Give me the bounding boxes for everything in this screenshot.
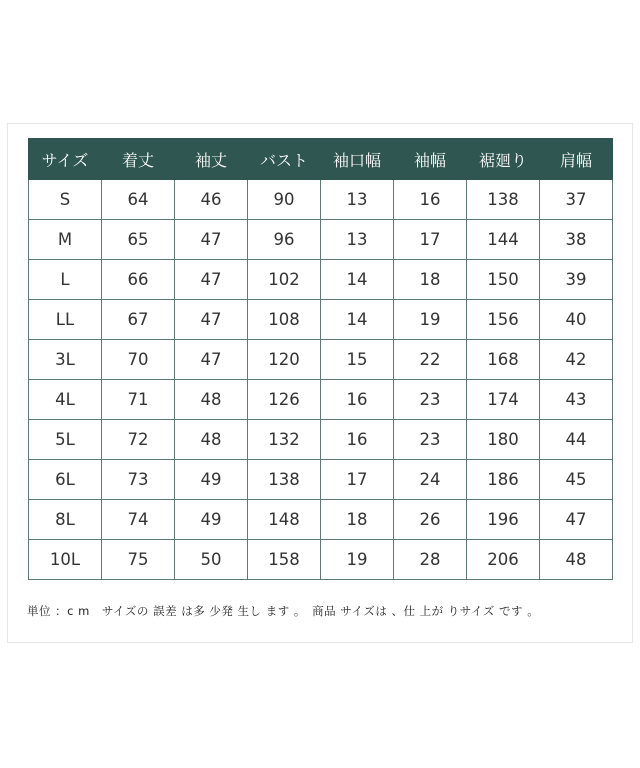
table-cell: 23 xyxy=(394,380,467,420)
table-cell: 15 xyxy=(321,340,394,380)
table-cell: 138 xyxy=(248,460,321,500)
table-row xyxy=(29,260,613,300)
table-cell: 49 xyxy=(175,460,248,500)
table-cell: 148 xyxy=(248,500,321,540)
table-row xyxy=(29,180,613,220)
table-row xyxy=(29,380,613,420)
table-row xyxy=(29,300,613,340)
table-cell: 46 xyxy=(175,180,248,220)
table-cell: 45 xyxy=(540,460,613,500)
table-cell: 64 xyxy=(102,180,175,220)
table-row xyxy=(29,340,613,380)
header-sleeve-length: 袖丈 xyxy=(175,139,248,180)
table-cell: 44 xyxy=(540,420,613,460)
size-label-cell: M xyxy=(29,220,102,260)
table-cell: 73 xyxy=(102,460,175,500)
table-row xyxy=(29,500,613,540)
table-cell: 48 xyxy=(540,540,613,580)
table-cell: 174 xyxy=(467,380,540,420)
table-cell: 24 xyxy=(394,460,467,500)
header-sleeve-width: 袖幅 xyxy=(394,139,467,180)
table-cell: 132 xyxy=(248,420,321,460)
table-cell: 47 xyxy=(540,500,613,540)
table-cell: 14 xyxy=(321,300,394,340)
table-cell: 120 xyxy=(248,340,321,380)
table-row xyxy=(29,540,613,580)
table-cell: 48 xyxy=(175,420,248,460)
table-cell: 66 xyxy=(102,260,175,300)
table-cell: 47 xyxy=(175,340,248,380)
table-cell: 96 xyxy=(248,220,321,260)
table-cell: 37 xyxy=(540,180,613,220)
table-cell: 28 xyxy=(394,540,467,580)
table-cell: 71 xyxy=(102,380,175,420)
table-cell: 126 xyxy=(248,380,321,420)
table-cell: 47 xyxy=(175,220,248,260)
table-cell: 19 xyxy=(394,300,467,340)
size-label-cell: 6L xyxy=(29,460,102,500)
table-cell: 158 xyxy=(248,540,321,580)
table-cell: 17 xyxy=(321,460,394,500)
table-cell: 108 xyxy=(248,300,321,340)
table-cell: 47 xyxy=(175,300,248,340)
header-length: 着丈 xyxy=(102,139,175,180)
table-cell: 19 xyxy=(321,540,394,580)
header-hem: 裾廻り xyxy=(467,139,540,180)
size-label-cell: 4L xyxy=(29,380,102,420)
table-cell: 17 xyxy=(394,220,467,260)
size-label-cell: L xyxy=(29,260,102,300)
table-cell: 90 xyxy=(248,180,321,220)
table-cell: 72 xyxy=(102,420,175,460)
size-table-body xyxy=(29,180,613,580)
header-size: サイズ xyxy=(29,139,102,180)
size-label-cell: S xyxy=(29,180,102,220)
header-cuff-width: 袖口幅 xyxy=(321,139,394,180)
table-cell: 180 xyxy=(467,420,540,460)
table-cell: 206 xyxy=(467,540,540,580)
table-cell: 18 xyxy=(321,500,394,540)
table-cell: 49 xyxy=(175,500,248,540)
table-row xyxy=(29,220,613,260)
table-cell: 40 xyxy=(540,300,613,340)
table-cell: 16 xyxy=(321,420,394,460)
table-cell: 39 xyxy=(540,260,613,300)
size-label-cell: LL xyxy=(29,300,102,340)
header-row xyxy=(29,139,613,180)
table-cell: 18 xyxy=(394,260,467,300)
size-table xyxy=(28,138,613,580)
table-cell: 168 xyxy=(467,340,540,380)
table-cell: 67 xyxy=(102,300,175,340)
table-cell: 74 xyxy=(102,500,175,540)
table-cell: 156 xyxy=(467,300,540,340)
table-cell: 48 xyxy=(175,380,248,420)
table-cell: 23 xyxy=(394,420,467,460)
size-label-cell: 3L xyxy=(29,340,102,380)
table-cell: 47 xyxy=(175,260,248,300)
header-bust: バスト xyxy=(248,139,321,180)
table-cell: 16 xyxy=(394,180,467,220)
table-row xyxy=(29,460,613,500)
table-cell: 13 xyxy=(321,180,394,220)
header-shoulder: 肩幅 xyxy=(540,139,613,180)
size-table-head xyxy=(29,139,613,180)
size-label-cell: 8L xyxy=(29,500,102,540)
size-label-cell: 5L xyxy=(29,420,102,460)
table-cell: 65 xyxy=(102,220,175,260)
table-cell: 50 xyxy=(175,540,248,580)
table-cell: 43 xyxy=(540,380,613,420)
table-cell: 196 xyxy=(467,500,540,540)
size-label-cell: 10L xyxy=(29,540,102,580)
table-cell: 16 xyxy=(321,380,394,420)
table-cell: 42 xyxy=(540,340,613,380)
table-cell: 150 xyxy=(467,260,540,300)
table-cell: 138 xyxy=(467,180,540,220)
table-cell: 70 xyxy=(102,340,175,380)
table-cell: 22 xyxy=(394,340,467,380)
table-cell: 102 xyxy=(248,260,321,300)
table-cell: 144 xyxy=(467,220,540,260)
table-cell: 186 xyxy=(467,460,540,500)
table-cell: 14 xyxy=(321,260,394,300)
table-row xyxy=(29,420,613,460)
table-cell: 26 xyxy=(394,500,467,540)
size-note: 単位 ：c m サイズの 誤差 は多 少発 生し ます 。 商品 サイズは 、仕 上が りサイズ です 。 xyxy=(27,604,540,618)
table-cell: 13 xyxy=(321,220,394,260)
table-cell: 38 xyxy=(540,220,613,260)
table-cell: 75 xyxy=(102,540,175,580)
